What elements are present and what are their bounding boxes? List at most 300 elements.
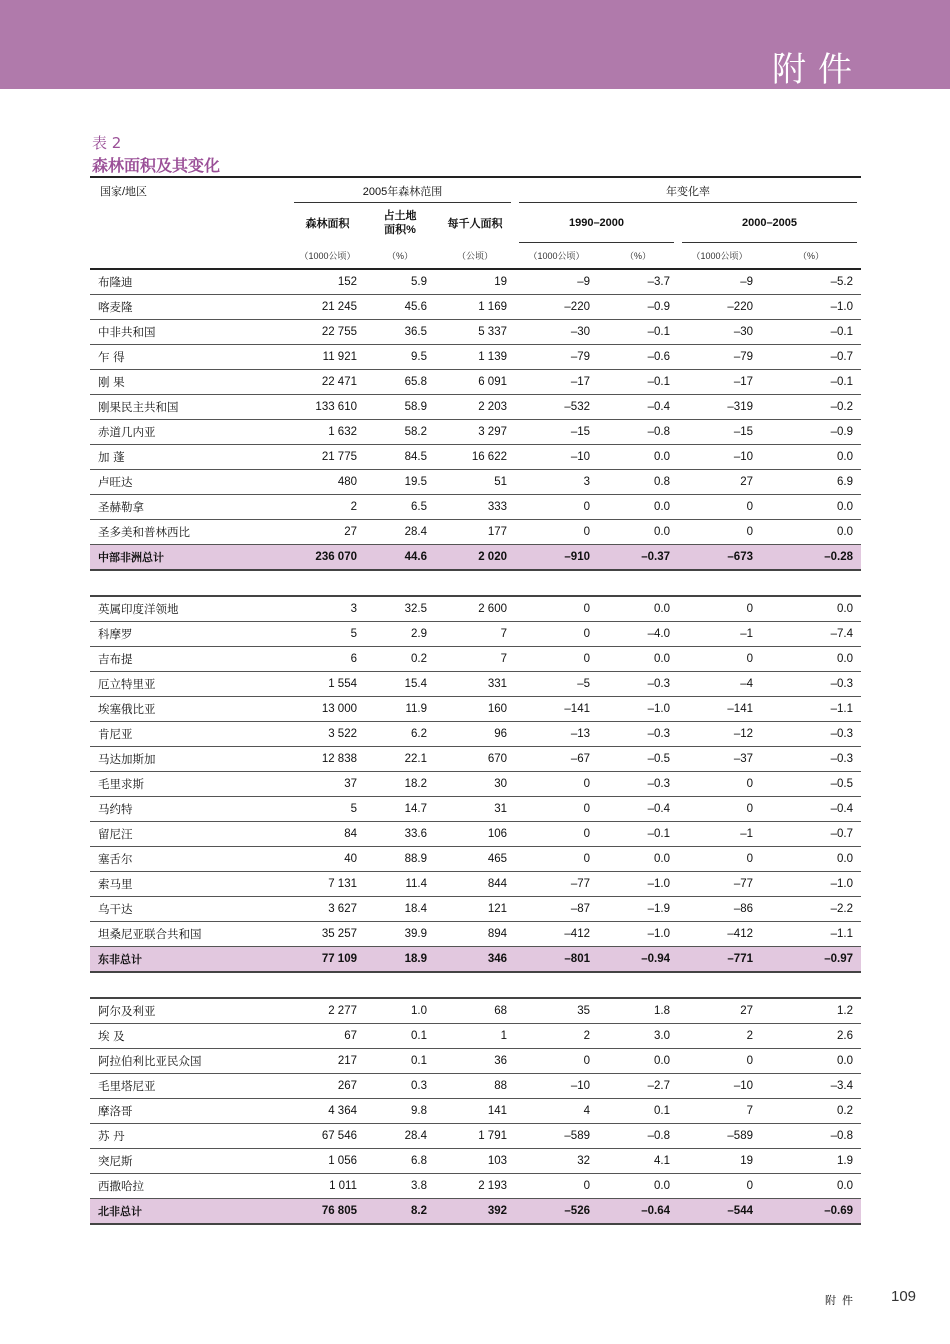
table-cell: –1.0 xyxy=(598,922,678,947)
table-cell: 346 xyxy=(435,947,515,973)
table-cell: 9.8 xyxy=(365,1099,435,1124)
table-row xyxy=(90,445,861,470)
table-cell: –0.7 xyxy=(761,822,861,847)
unit-label: （1000公顷） xyxy=(515,243,598,269)
table-cell: –3.4 xyxy=(761,1074,861,1099)
table-cell: –0.3 xyxy=(598,772,678,797)
table-cell: 0 xyxy=(678,495,761,520)
forest-area-table xyxy=(90,176,861,1225)
table-cell: –0.9 xyxy=(598,295,678,320)
table-cell: 0 xyxy=(678,1049,761,1074)
table-row xyxy=(90,647,861,672)
table-cell: 36 xyxy=(435,1049,515,1074)
country-name: 吉布提 xyxy=(90,647,290,672)
country-name: 乍 得 xyxy=(90,345,290,370)
unit-label: （%） xyxy=(761,243,861,269)
table-cell: –0.3 xyxy=(761,672,861,697)
table-cell: 5.9 xyxy=(365,269,435,295)
table-row xyxy=(90,822,861,847)
table-cell: 21 775 xyxy=(290,445,365,470)
table-cell: 3 522 xyxy=(290,722,365,747)
table-cell: –4.0 xyxy=(598,622,678,647)
table-cell: –2.2 xyxy=(761,897,861,922)
col-header-land-pct: 占土地面积% xyxy=(383,210,417,236)
table-cell: 5 337 xyxy=(435,320,515,345)
table-cell: –1.9 xyxy=(598,897,678,922)
table-row xyxy=(90,897,861,922)
country-name: 布隆迪 xyxy=(90,269,290,295)
table-cell: 0 xyxy=(678,847,761,872)
table-cell: –77 xyxy=(678,872,761,897)
table-cell: 6 xyxy=(290,647,365,672)
table-cell: –0.6 xyxy=(598,345,678,370)
table-cell: 3.8 xyxy=(365,1174,435,1199)
table-cell: 13 000 xyxy=(290,697,365,722)
country-name: 北非总计 xyxy=(90,1199,290,1225)
table-cell: 7 xyxy=(435,647,515,672)
table-cell: –0.8 xyxy=(598,1124,678,1149)
table-cell: 16 622 xyxy=(435,445,515,470)
table-cell: –0.1 xyxy=(761,320,861,345)
table-cell: –77 xyxy=(515,872,598,897)
table-cell: 1.8 xyxy=(598,998,678,1024)
table-cell: 19.5 xyxy=(365,470,435,495)
table-cell: 15.4 xyxy=(365,672,435,697)
table-row xyxy=(90,1049,861,1074)
table-cell: 0 xyxy=(515,1049,598,1074)
table-cell: 96 xyxy=(435,722,515,747)
table-cell: 106 xyxy=(435,822,515,847)
table-row xyxy=(90,747,861,772)
table-cell: 3 xyxy=(515,470,598,495)
table-cell: –0.3 xyxy=(598,672,678,697)
table-cell: 1 554 xyxy=(290,672,365,697)
table-cell: –0.1 xyxy=(598,370,678,395)
table-cell: 67 546 xyxy=(290,1124,365,1149)
table-cell: 0.0 xyxy=(761,847,861,872)
country-name: 圣赫勒拿 xyxy=(90,495,290,520)
table-row xyxy=(90,295,861,320)
table-cell: 0 xyxy=(515,647,598,672)
table-row xyxy=(90,922,861,947)
table-cell: 4 364 xyxy=(290,1099,365,1124)
country-name: 中部非洲总计 xyxy=(90,545,290,571)
table-cell: 0 xyxy=(515,596,598,622)
subtotal-row xyxy=(90,1199,861,1225)
table-cell: 11.4 xyxy=(365,872,435,897)
table-cell: –0.8 xyxy=(598,420,678,445)
country-name: 毛里塔尼亚 xyxy=(90,1074,290,1099)
table-cell: –0.3 xyxy=(761,747,861,772)
table-cell: –771 xyxy=(678,947,761,973)
table-cell: 0.1 xyxy=(598,1099,678,1124)
table-row xyxy=(90,672,861,697)
table-cell: 84.5 xyxy=(365,445,435,470)
table-cell: 0.0 xyxy=(598,1174,678,1199)
table-cell: –0.8 xyxy=(761,1124,861,1149)
table-cell: 5 xyxy=(290,622,365,647)
table-row xyxy=(90,1074,861,1099)
table-number: 表 2 xyxy=(92,134,122,152)
table-cell: 12 838 xyxy=(290,747,365,772)
table-cell: –86 xyxy=(678,897,761,922)
table-cell: 0.0 xyxy=(598,445,678,470)
country-name: 埃 及 xyxy=(90,1024,290,1049)
table-cell: –17 xyxy=(515,370,598,395)
table-cell: 18.9 xyxy=(365,947,435,973)
table-cell: 84 xyxy=(290,822,365,847)
table-title: 森林面积及其变化 xyxy=(92,156,221,175)
table-cell: 7 xyxy=(435,622,515,647)
table-cell: 3 xyxy=(290,596,365,622)
table-cell: –589 xyxy=(678,1124,761,1149)
country-name: 中非共和国 xyxy=(90,320,290,345)
table-cell: 6.2 xyxy=(365,722,435,747)
table-cell: 32 xyxy=(515,1149,598,1174)
table-cell: –9 xyxy=(678,269,761,295)
table-cell: –0.5 xyxy=(598,747,678,772)
table-cell: –5.2 xyxy=(761,269,861,295)
table-cell: –220 xyxy=(678,295,761,320)
table-cell: –141 xyxy=(515,697,598,722)
table-cell: 88 xyxy=(435,1074,515,1099)
table-cell: 0.0 xyxy=(761,1174,861,1199)
table-cell: 331 xyxy=(435,672,515,697)
subtotal-row xyxy=(90,947,861,973)
table-row xyxy=(90,797,861,822)
table-cell: 28.4 xyxy=(365,520,435,545)
table-cell: 0 xyxy=(515,772,598,797)
table-cell: 2 020 xyxy=(435,545,515,571)
table-cell: 844 xyxy=(435,872,515,897)
col-header-period-1990-2000: 1990–2000 xyxy=(515,203,678,243)
table-cell: 2.6 xyxy=(761,1024,861,1049)
table-cell: 22.1 xyxy=(365,747,435,772)
table-cell: 2.9 xyxy=(365,622,435,647)
table-cell: –15 xyxy=(678,420,761,445)
table-cell: 670 xyxy=(435,747,515,772)
table-cell: 0 xyxy=(515,1174,598,1199)
country-name: 肯尼亚 xyxy=(90,722,290,747)
table-cell: 3 297 xyxy=(435,420,515,445)
table-cell: –1.1 xyxy=(761,697,861,722)
table-cell: –17 xyxy=(678,370,761,395)
table-cell: 236 070 xyxy=(290,545,365,571)
table-cell: –12 xyxy=(678,722,761,747)
col-header-per-capita: 每千人面积 xyxy=(447,218,503,230)
table-cell: 0.0 xyxy=(761,647,861,672)
table-cell: –30 xyxy=(678,320,761,345)
table-cell: –30 xyxy=(515,320,598,345)
country-name: 阿尔及利亚 xyxy=(90,998,290,1024)
table-cell: 0.0 xyxy=(598,520,678,545)
table-cell: 0.0 xyxy=(598,495,678,520)
table-cell: 1 169 xyxy=(435,295,515,320)
table-cell: –412 xyxy=(678,922,761,947)
table-cell: –0.69 xyxy=(761,1199,861,1225)
table-row xyxy=(90,520,861,545)
country-name: 塞舌尔 xyxy=(90,847,290,872)
table-cell: 6.8 xyxy=(365,1149,435,1174)
table-cell: –4 xyxy=(678,672,761,697)
table-cell: 1.9 xyxy=(761,1149,861,1174)
table-cell: 6.5 xyxy=(365,495,435,520)
table-cell: 267 xyxy=(290,1074,365,1099)
table-cell: 0.0 xyxy=(761,520,861,545)
col-header-change: 年变化率 xyxy=(515,177,861,203)
table-cell: 35 257 xyxy=(290,922,365,947)
table-cell: –0.7 xyxy=(761,345,861,370)
table-cell: –15 xyxy=(515,420,598,445)
table-cell: –0.4 xyxy=(761,797,861,822)
table-cell: 0 xyxy=(515,622,598,647)
table-cell: –0.9 xyxy=(761,420,861,445)
table-cell: 0 xyxy=(515,847,598,872)
table-cell: 68 xyxy=(435,998,515,1024)
country-name: 索马里 xyxy=(90,872,290,897)
col-header-period-2000-2005: 2000–2005 xyxy=(678,203,861,243)
table-cell: 465 xyxy=(435,847,515,872)
table-cell: 6.9 xyxy=(761,470,861,495)
table-cell: –0.3 xyxy=(761,722,861,747)
table-cell: –0.97 xyxy=(761,947,861,973)
table-cell: 0.0 xyxy=(761,445,861,470)
table-cell: 14.7 xyxy=(365,797,435,822)
table-cell: 0 xyxy=(678,647,761,672)
table-cell: 22 471 xyxy=(290,370,365,395)
table-cell: –0.5 xyxy=(761,772,861,797)
table-cell: 6 091 xyxy=(435,370,515,395)
table-cell: 894 xyxy=(435,922,515,947)
table-row xyxy=(90,370,861,395)
country-name: 赤道几内亚 xyxy=(90,420,290,445)
table-cell: –0.2 xyxy=(761,395,861,420)
table-cell: 2 203 xyxy=(435,395,515,420)
table-cell: 88.9 xyxy=(365,847,435,872)
table-cell: –0.1 xyxy=(598,320,678,345)
table-cell: –0.3 xyxy=(598,722,678,747)
col-header-forest-area: 森林面积 xyxy=(305,218,350,230)
page-number: 109 xyxy=(891,1288,917,1305)
table-cell: –1 xyxy=(678,822,761,847)
table-cell: 2 600 xyxy=(435,596,515,622)
table-cell: 3.0 xyxy=(598,1024,678,1049)
country-name: 厄立特里亚 xyxy=(90,672,290,697)
table-row xyxy=(90,495,861,520)
table-cell: –1.1 xyxy=(761,922,861,947)
table-cell: 2 xyxy=(290,495,365,520)
table-cell: 1 791 xyxy=(435,1124,515,1149)
table-cell: –3.7 xyxy=(598,269,678,295)
table-cell: 45.6 xyxy=(365,295,435,320)
country-name: 卢旺达 xyxy=(90,470,290,495)
table-cell: –79 xyxy=(678,345,761,370)
table-cell: –910 xyxy=(515,545,598,571)
table-cell: 2 277 xyxy=(290,998,365,1024)
table-cell: 177 xyxy=(435,520,515,545)
table-cell: 480 xyxy=(290,470,365,495)
table-row xyxy=(90,998,861,1024)
table-cell: 19 xyxy=(678,1149,761,1174)
table-cell: 0 xyxy=(678,772,761,797)
table-cell: –0.37 xyxy=(598,545,678,571)
table-cell: 27 xyxy=(678,998,761,1024)
table-cell: –589 xyxy=(515,1124,598,1149)
table-row xyxy=(90,269,861,295)
table-cell: –10 xyxy=(678,1074,761,1099)
table-cell: 37 xyxy=(290,772,365,797)
table-cell: 152 xyxy=(290,269,365,295)
table-cell: 1.2 xyxy=(761,998,861,1024)
table-cell: 0 xyxy=(678,1174,761,1199)
table-cell: 392 xyxy=(435,1199,515,1225)
table-cell: 31 xyxy=(435,797,515,822)
table-cell: 22 755 xyxy=(290,320,365,345)
table-cell: –141 xyxy=(678,697,761,722)
country-name: 埃塞俄比亚 xyxy=(90,697,290,722)
table-cell: 0.0 xyxy=(598,596,678,622)
table-body xyxy=(90,269,861,1224)
table-cell: –0.64 xyxy=(598,1199,678,1225)
country-name: 刚果民主共和国 xyxy=(90,395,290,420)
table-cell: 217 xyxy=(290,1049,365,1074)
table-row xyxy=(90,1099,861,1124)
country-name: 圣多美和普林西比 xyxy=(90,520,290,545)
subtotal-row xyxy=(90,545,861,571)
table-cell: 18.2 xyxy=(365,772,435,797)
table-cell: 27 xyxy=(678,470,761,495)
table-cell: 67 xyxy=(290,1024,365,1049)
table-cell: 11.9 xyxy=(365,697,435,722)
table-cell: 35 xyxy=(515,998,598,1024)
table-cell: 28.4 xyxy=(365,1124,435,1149)
unit-label: （%） xyxy=(598,243,678,269)
table-cell: –37 xyxy=(678,747,761,772)
table-cell: –0.28 xyxy=(761,545,861,571)
unit-label: （1000公顷） xyxy=(290,243,365,269)
table-cell: –87 xyxy=(515,897,598,922)
table-cell: 0.0 xyxy=(598,1049,678,1074)
country-name: 留尼汪 xyxy=(90,822,290,847)
country-name: 突尼斯 xyxy=(90,1149,290,1174)
table-cell: –13 xyxy=(515,722,598,747)
table-cell: –5 xyxy=(515,672,598,697)
table-cell: –544 xyxy=(678,1199,761,1225)
table-row xyxy=(90,395,861,420)
country-name: 马达加斯加 xyxy=(90,747,290,772)
table-cell: –801 xyxy=(515,947,598,973)
table-cell: 1 011 xyxy=(290,1174,365,1199)
country-name: 西撒哈拉 xyxy=(90,1174,290,1199)
table-cell: –7.4 xyxy=(761,622,861,647)
header-banner xyxy=(0,0,950,89)
table-cell: 9.5 xyxy=(365,345,435,370)
table-cell: –220 xyxy=(515,295,598,320)
table-cell: –10 xyxy=(515,445,598,470)
table-cell: 19 xyxy=(435,269,515,295)
table-cell: 21 245 xyxy=(290,295,365,320)
table-cell: 0 xyxy=(678,596,761,622)
table-cell: 0.2 xyxy=(761,1099,861,1124)
table-cell: 3 627 xyxy=(290,897,365,922)
table-cell: 1.0 xyxy=(365,998,435,1024)
unit-label: （公顷） xyxy=(435,243,515,269)
table-cell: 1 632 xyxy=(290,420,365,445)
table-row xyxy=(90,1124,861,1149)
table-cell: 30 xyxy=(435,772,515,797)
table-cell: 103 xyxy=(435,1149,515,1174)
table-row xyxy=(90,470,861,495)
table-row xyxy=(90,1024,861,1049)
table-cell: 0 xyxy=(515,822,598,847)
country-name: 刚 果 xyxy=(90,370,290,395)
group-spacer xyxy=(90,972,861,998)
table-row xyxy=(90,1174,861,1199)
table-row xyxy=(90,872,861,897)
table-row xyxy=(90,1149,861,1174)
country-name: 英属印度洋领地 xyxy=(90,596,290,622)
table-cell: 0 xyxy=(678,797,761,822)
country-name: 坦桑尼亚联合共和国 xyxy=(90,922,290,947)
table-cell: 18.4 xyxy=(365,897,435,922)
unit-label: （1000公顷） xyxy=(678,243,761,269)
table-cell: 7 131 xyxy=(290,872,365,897)
table-row xyxy=(90,345,861,370)
table-cell: 0.2 xyxy=(365,647,435,672)
country-name: 摩洛哥 xyxy=(90,1099,290,1124)
table-cell: –319 xyxy=(678,395,761,420)
table-cell: 44.6 xyxy=(365,545,435,571)
table-cell: –0.4 xyxy=(598,395,678,420)
table-cell: –1.0 xyxy=(761,872,861,897)
table-cell: 0 xyxy=(515,495,598,520)
table-row xyxy=(90,420,861,445)
table-cell: 2 xyxy=(515,1024,598,1049)
table-cell: 0.0 xyxy=(598,647,678,672)
table-row xyxy=(90,697,861,722)
col-header-country: 国家/地区 xyxy=(90,177,290,203)
country-name: 毛里求斯 xyxy=(90,772,290,797)
table-cell: 0.0 xyxy=(598,847,678,872)
table-cell: 121 xyxy=(435,897,515,922)
table-cell: 39.9 xyxy=(365,922,435,947)
table-row xyxy=(90,722,861,747)
table-cell: –10 xyxy=(678,445,761,470)
col-header-extent: 2005年森林范围 xyxy=(290,177,515,203)
table-cell: 0.1 xyxy=(365,1024,435,1049)
table-cell: 5 xyxy=(290,797,365,822)
country-name: 加 蓬 xyxy=(90,445,290,470)
table-cell: 1 xyxy=(435,1024,515,1049)
table-cell: 8.2 xyxy=(365,1199,435,1225)
table-cell: 27 xyxy=(290,520,365,545)
table-cell: –9 xyxy=(515,269,598,295)
table-cell: –412 xyxy=(515,922,598,947)
table-cell: 0.0 xyxy=(761,1049,861,1074)
table-cell: 1 139 xyxy=(435,345,515,370)
country-name: 苏 丹 xyxy=(90,1124,290,1149)
table-row xyxy=(90,596,861,622)
country-name: 东非总计 xyxy=(90,947,290,973)
table-cell: –67 xyxy=(515,747,598,772)
footer-section-label: 附件 xyxy=(825,1294,859,1307)
table-cell: 36.5 xyxy=(365,320,435,345)
group-spacer xyxy=(90,570,861,596)
table-cell: –0.94 xyxy=(598,947,678,973)
table-cell: –1.0 xyxy=(761,295,861,320)
table-cell: 77 109 xyxy=(290,947,365,973)
table-cell: –10 xyxy=(515,1074,598,1099)
